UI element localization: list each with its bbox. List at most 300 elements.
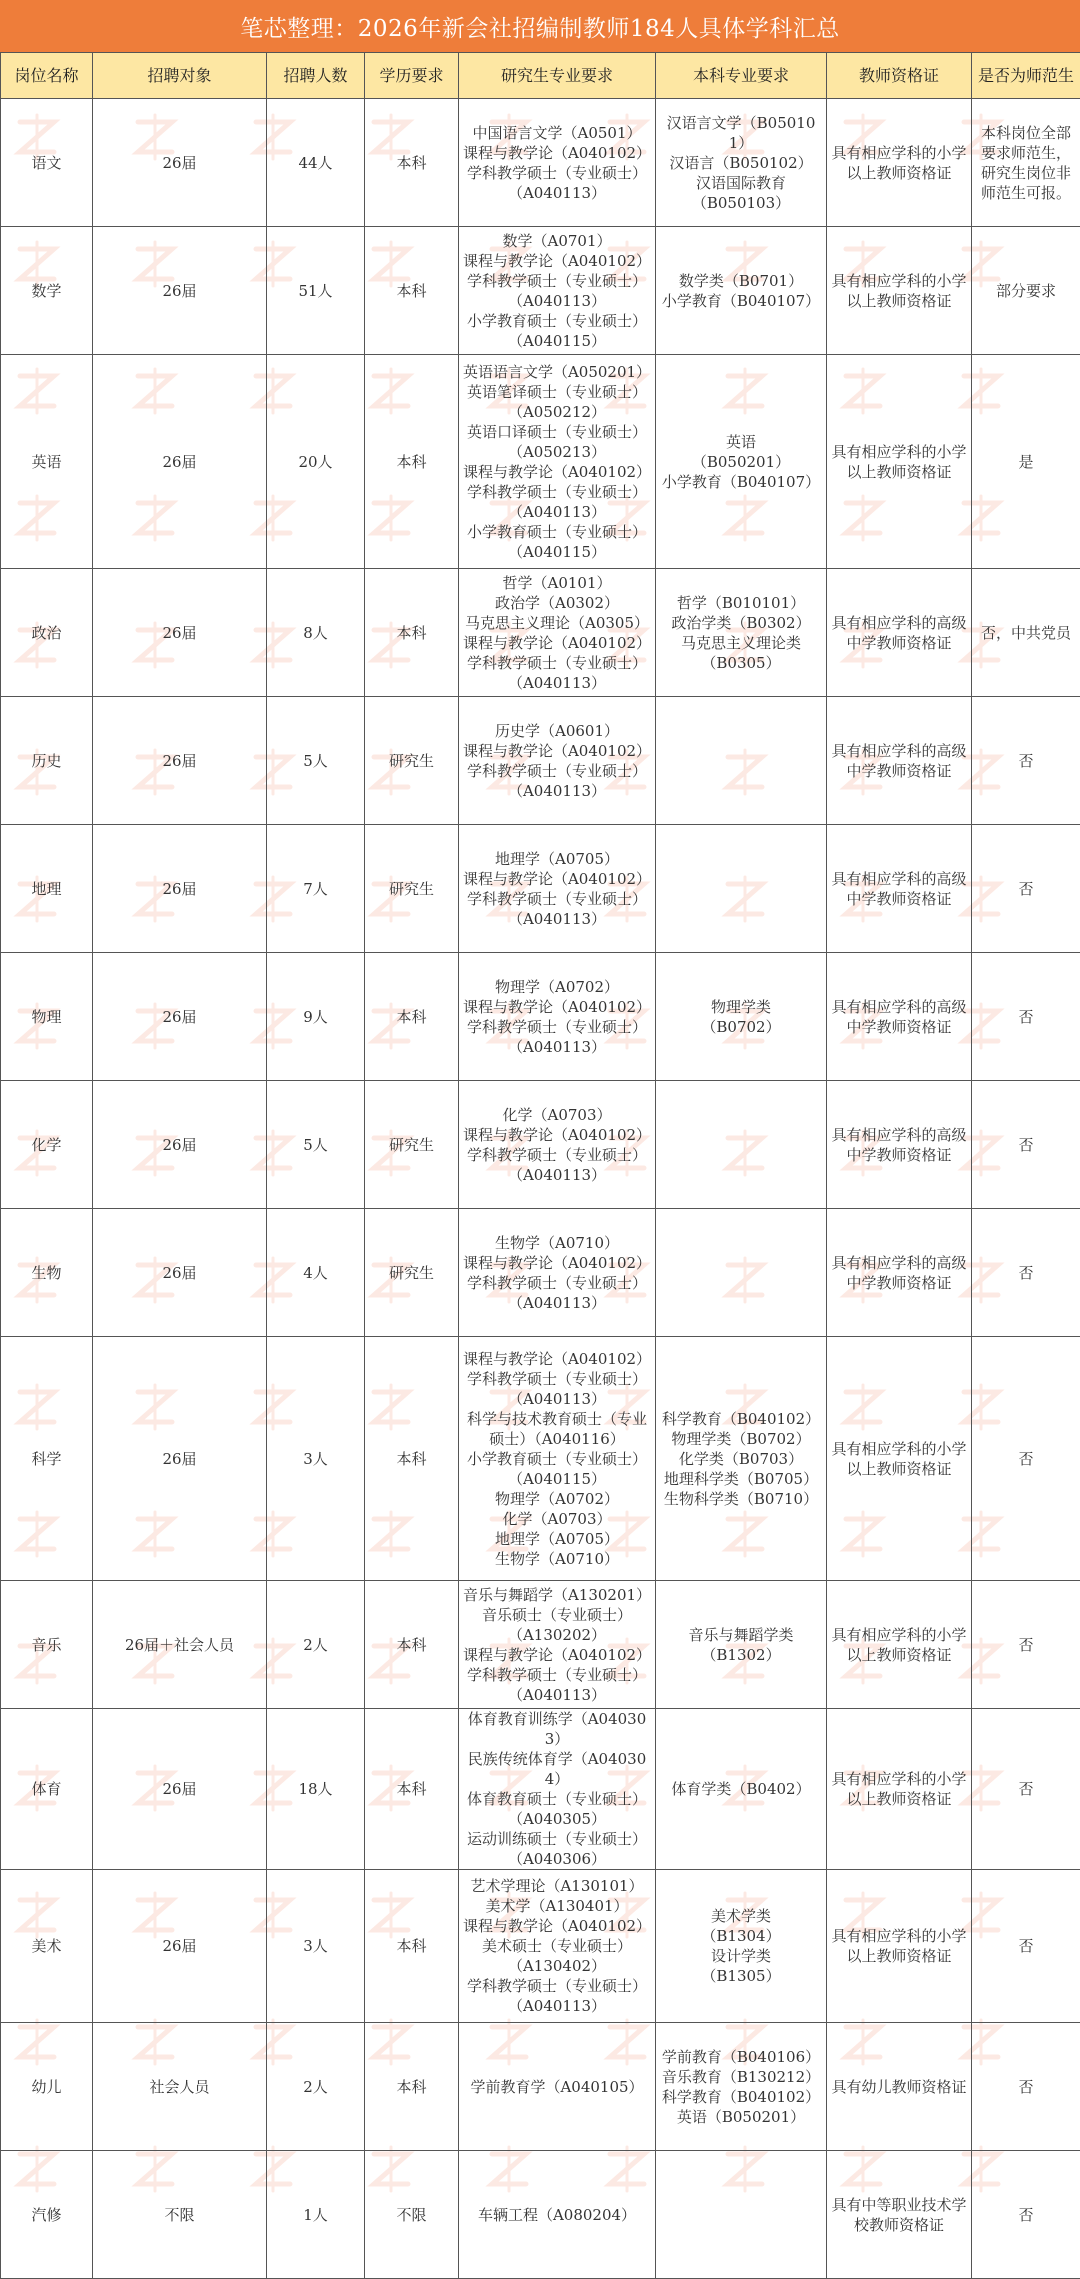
cell-line: 汉语国际教育	[659, 173, 823, 193]
cell-education: 研究生	[365, 1209, 459, 1337]
cell-line: 美术学（A130401）	[462, 1896, 652, 1916]
cell-line: 学科教学硕士（专业硕士）	[462, 1976, 652, 1996]
cell-line: 哲学（B010101）	[659, 593, 823, 613]
table-row	[1, 569, 1080, 697]
cell-line: 具有相应学科的高级	[830, 869, 968, 889]
cell-line: 科学教育（B040102）	[659, 2087, 823, 2107]
cell-grad-major	[459, 697, 656, 825]
cell-line: 马克思主义理论（A0305）	[462, 613, 652, 633]
table-row	[1, 697, 1080, 825]
cell-count: 7人	[267, 825, 365, 953]
cell-line: 具有相应学科的小学	[830, 1926, 968, 1946]
cell-line: 车辆工程（A080204）	[462, 2205, 652, 2225]
cell-line: 课程与教学论（A040102）	[462, 251, 652, 271]
cell-line: 学科教学硕士（专业硕士）	[462, 482, 652, 502]
cell-target: 26届	[93, 355, 267, 569]
cell-normal-student	[972, 1209, 1080, 1337]
cell-line: （A040113）	[462, 1996, 652, 2016]
cell-count: 1人	[267, 2151, 365, 2279]
header-undergrad-major: 本科专业要求	[656, 53, 827, 99]
cell-count: 4人	[267, 1209, 365, 1337]
header-education: 学历要求	[365, 53, 459, 99]
cell-target: 不限	[93, 2151, 267, 2279]
cell-line: 研究生岗位非	[975, 163, 1077, 183]
cell-line: 体育教育训练学（A040303）	[462, 1709, 652, 1749]
cell-line: 以上教师资格证	[830, 1789, 968, 1809]
cell-line: 艺术学理论（A130101）	[462, 1876, 652, 1896]
table-row	[1, 2023, 1080, 2151]
header-grad-major: 研究生专业要求	[459, 53, 656, 99]
cell-normal-student	[972, 99, 1080, 227]
cell-line: （B0702）	[659, 1017, 823, 1037]
cell-line: 数学类（B0701）	[659, 271, 823, 291]
cell-normal-student	[972, 1081, 1080, 1209]
cell-teacher-cert	[827, 355, 972, 569]
cell-line: 小学教育硕士（专业硕士）	[462, 1449, 652, 1469]
cell-line: 英语语言文学（A050201）	[462, 362, 652, 382]
cell-line: （A130402）	[462, 1956, 652, 1976]
cell-target: 26届	[93, 825, 267, 953]
cell-grad-major	[459, 825, 656, 953]
cell-line: 中国语言文学（A0501）	[462, 123, 652, 143]
cell-undergrad-major	[656, 2151, 827, 2279]
cell-line: （B0305）	[659, 653, 823, 673]
cell-normal-student	[972, 355, 1080, 569]
cell-line: （A040115）	[462, 1469, 652, 1489]
cell-line: （A040113）	[462, 1037, 652, 1057]
cell-teacher-cert	[827, 2151, 972, 2279]
cell-line: （A040113）	[462, 183, 652, 203]
cell-education: 本科	[365, 1581, 459, 1709]
cell-count: 2人	[267, 2023, 365, 2151]
cell-line: 否	[975, 1779, 1077, 1799]
table-row	[1, 227, 1080, 355]
cell-line: （A040305）	[462, 1809, 652, 1829]
header-target: 招聘对象	[93, 53, 267, 99]
cell-target: 26届	[93, 227, 267, 355]
cell-target: 26届	[93, 697, 267, 825]
cell-subject: 科学	[1, 1337, 93, 1581]
cell-target: 社会人员	[93, 2023, 267, 2151]
cell-teacher-cert	[827, 1209, 972, 1337]
cell-normal-student	[972, 2151, 1080, 2279]
cell-line: 课程与教学论（A040102）	[462, 869, 652, 889]
cell-target: 26届＋社会人员	[93, 1581, 267, 1709]
cell-line: 马克思主义理论类	[659, 633, 823, 653]
cell-normal-student	[972, 697, 1080, 825]
cell-line: 设计学类	[659, 1946, 823, 1966]
cell-line: （A040113）	[462, 673, 652, 693]
cell-line: （A050212）	[462, 402, 652, 422]
cell-line: 否	[975, 1449, 1077, 1469]
cell-line: 音乐与舞蹈学类	[659, 1625, 823, 1645]
cell-grad-major	[459, 2023, 656, 2151]
cell-line: 学科教学硕士（专业硕士）	[462, 1665, 652, 1685]
cell-line: （B1304）	[659, 1926, 823, 1946]
cell-teacher-cert	[827, 697, 972, 825]
cell-target: 26届	[93, 99, 267, 227]
cell-line: 课程与教学论（A040102）	[462, 633, 652, 653]
cell-line: 生物科学类（B0710）	[659, 1489, 823, 1509]
cell-line: 师范生可报。	[975, 183, 1077, 203]
header-count: 招聘人数	[267, 53, 365, 99]
cell-normal-student	[972, 1581, 1080, 1709]
cell-line: 具有相应学科的高级	[830, 613, 968, 633]
cell-subject: 历史	[1, 697, 93, 825]
cell-subject: 幼儿	[1, 2023, 93, 2151]
cell-normal-student	[972, 569, 1080, 697]
cell-count: 44人	[267, 99, 365, 227]
cell-line: 音乐硕士（专业硕士）	[462, 1605, 652, 1625]
cell-normal-student	[972, 1709, 1080, 1870]
cell-count: 51人	[267, 227, 365, 355]
cell-line: （A040113）	[462, 502, 652, 522]
cell-line: 否	[975, 879, 1077, 899]
cell-line: 化学（A0703）	[462, 1509, 652, 1529]
cell-teacher-cert	[827, 569, 972, 697]
cell-line: 小学教育硕士（专业硕士）	[462, 311, 652, 331]
cell-line: （A040113）	[462, 1685, 652, 1705]
cell-target: 26届	[93, 569, 267, 697]
cell-grad-major	[459, 569, 656, 697]
cell-education: 本科	[365, 1337, 459, 1581]
cell-line: 物理学类（B0702）	[659, 1429, 823, 1449]
cell-line: 汉语言（B050102）	[659, 153, 823, 173]
cell-line: 课程与教学论（A040102）	[462, 143, 652, 163]
cell-line: 政治学（A0302）	[462, 593, 652, 613]
cell-education: 本科	[365, 227, 459, 355]
cell-line: 科学与技术教育硕士（专业	[462, 1409, 652, 1429]
recruitment-table	[0, 52, 1080, 2279]
cell-line: 历史学（A0601）	[462, 721, 652, 741]
cell-grad-major	[459, 1709, 656, 1870]
cell-grad-major	[459, 2151, 656, 2279]
cell-line: （B1302）	[659, 1645, 823, 1665]
cell-normal-student	[972, 825, 1080, 953]
cell-line: 哲学（A0101）	[462, 573, 652, 593]
cell-line: 具有相应学科的高级	[830, 997, 968, 1017]
cell-line: 具有中等职业技术学	[830, 2195, 968, 2215]
header-teacher-cert: 教师资格证	[827, 53, 972, 99]
cell-teacher-cert	[827, 1581, 972, 1709]
cell-education: 本科	[365, 2023, 459, 2151]
cell-line: 中学教师资格证	[830, 1017, 968, 1037]
cell-line: 课程与教学论（A040102）	[462, 1645, 652, 1665]
cell-line: 民族传统体育学（A040304）	[462, 1749, 652, 1789]
cell-count: 9人	[267, 953, 365, 1081]
cell-line: 学科教学硕士（专业硕士）	[462, 1273, 652, 1293]
cell-count: 2人	[267, 1581, 365, 1709]
cell-count: 3人	[267, 1337, 365, 1581]
cell-education: 研究生	[365, 697, 459, 825]
cell-line: 化学（A0703）	[462, 1105, 652, 1125]
cell-line: （B1305）	[659, 1966, 823, 1986]
cell-line: （A040113）	[462, 909, 652, 929]
cell-education: 本科	[365, 1709, 459, 1870]
cell-line: 以上教师资格证	[830, 1946, 968, 1966]
cell-line: 美术硕士（专业硕士）	[462, 1936, 652, 1956]
cell-line: 汉语言文学（B050101）	[659, 113, 823, 153]
cell-line: 英语	[659, 432, 823, 452]
cell-line: 物理学（A0702）	[462, 977, 652, 997]
cell-line: 英语笔译硕士（专业硕士）	[462, 382, 652, 402]
cell-undergrad-major	[656, 99, 827, 227]
cell-grad-major	[459, 1337, 656, 1581]
cell-line: （A050213）	[462, 442, 652, 462]
cell-grad-major	[459, 1209, 656, 1337]
cell-teacher-cert	[827, 1081, 972, 1209]
cell-undergrad-major	[656, 2023, 827, 2151]
cell-line: 小学教育（B040107）	[659, 472, 823, 492]
cell-target: 26届	[93, 1337, 267, 1581]
table-row	[1, 1709, 1080, 1870]
cell-count: 8人	[267, 569, 365, 697]
cell-line: 物理学（A0702）	[462, 1489, 652, 1509]
table-row	[1, 1581, 1080, 1709]
cell-normal-student	[972, 953, 1080, 1081]
cell-line: 体育教育硕士（专业硕士）	[462, 1789, 652, 1809]
cell-teacher-cert	[827, 99, 972, 227]
cell-education: 本科	[365, 1870, 459, 2023]
header-subject: 岗位名称	[1, 53, 93, 99]
table-row	[1, 2151, 1080, 2279]
cell-line: 以上教师资格证	[830, 163, 968, 183]
cell-normal-student	[972, 1337, 1080, 1581]
cell-subject: 地理	[1, 825, 93, 953]
cell-subject: 汽修	[1, 2151, 93, 2279]
cell-line: 美术学类	[659, 1906, 823, 1926]
cell-normal-student	[972, 1870, 1080, 2023]
header-normal-student: 是否为师范生	[972, 53, 1080, 99]
cell-line: 中学教师资格证	[830, 633, 968, 653]
cell-subject: 物理	[1, 953, 93, 1081]
cell-subject: 英语	[1, 355, 93, 569]
cell-grad-major	[459, 1081, 656, 1209]
page-title: 笔芯整理：2026年新会社招编制教师184人具体学科汇总	[0, 0, 1080, 52]
cell-line: （A040113）	[462, 291, 652, 311]
cell-undergrad-major	[656, 1337, 827, 1581]
cell-line: 具有相应学科的高级	[830, 1125, 968, 1145]
table-row	[1, 825, 1080, 953]
cell-undergrad-major	[656, 569, 827, 697]
cell-teacher-cert	[827, 825, 972, 953]
cell-line: 校教师资格证	[830, 2215, 968, 2235]
cell-line: （B050201）	[659, 452, 823, 472]
cell-subject: 音乐	[1, 1581, 93, 1709]
cell-line: （B050103）	[659, 193, 823, 213]
cell-line: 中学教师资格证	[830, 889, 968, 909]
cell-line: 地理学（A0705）	[462, 1529, 652, 1549]
cell-line: 以上教师资格证	[830, 291, 968, 311]
cell-line: 部分要求	[975, 281, 1077, 301]
cell-grad-major	[459, 227, 656, 355]
cell-line: 具有相应学科的高级	[830, 741, 968, 761]
cell-count: 3人	[267, 1870, 365, 2023]
cell-teacher-cert	[827, 1870, 972, 2023]
cell-grad-major	[459, 355, 656, 569]
cell-line: 小学教育硕士（专业硕士）	[462, 522, 652, 542]
table-row	[1, 1337, 1080, 1581]
cell-undergrad-major	[656, 825, 827, 953]
cell-education: 本科	[365, 355, 459, 569]
table-row	[1, 1081, 1080, 1209]
cell-target: 26届	[93, 953, 267, 1081]
cell-subject: 数学	[1, 227, 93, 355]
cell-line: 课程与教学论（A040102）	[462, 462, 652, 482]
cell-target: 26届	[93, 1709, 267, 1870]
cell-line: 音乐教育（B130212）	[659, 2067, 823, 2087]
cell-line: 具有相应学科的小学	[830, 1439, 968, 1459]
cell-undergrad-major	[656, 1209, 827, 1337]
cell-line: 学前教育学（A040105）	[462, 2077, 652, 2097]
cell-teacher-cert	[827, 227, 972, 355]
cell-target: 26届	[93, 1870, 267, 2023]
cell-line: 本科岗位全部	[975, 123, 1077, 143]
cell-undergrad-major	[656, 1581, 827, 1709]
cell-line: 物理学类	[659, 997, 823, 1017]
cell-subject: 生物	[1, 1209, 93, 1337]
cell-line: 学前教育（B040106）	[659, 2047, 823, 2067]
cell-line: （A130202）	[462, 1625, 652, 1645]
cell-line: 课程与教学论（A040102）	[462, 741, 652, 761]
cell-education: 本科	[365, 953, 459, 1081]
table-row	[1, 355, 1080, 569]
cell-line: 课程与教学论（A040102）	[462, 1253, 652, 1273]
cell-subject: 政治	[1, 569, 93, 697]
cell-line: 要求师范生，	[975, 143, 1077, 163]
cell-line: 体育学类（B0402）	[659, 1779, 823, 1799]
cell-line: 否	[975, 1936, 1077, 1956]
cell-line: 具有相应学科的小学	[830, 1769, 968, 1789]
cell-line: 否	[975, 1007, 1077, 1027]
cell-teacher-cert	[827, 1337, 972, 1581]
cell-line: 学科教学硕士（专业硕士）	[462, 271, 652, 291]
cell-line: 学科教学硕士（专业硕士）	[462, 889, 652, 909]
cell-teacher-cert	[827, 1709, 972, 1870]
cell-line: 学科教学硕士（专业硕士）	[462, 653, 652, 673]
cell-education: 研究生	[365, 825, 459, 953]
cell-line: 地理学（A0705）	[462, 849, 652, 869]
cell-line: （A040113）	[462, 781, 652, 801]
table-header-row	[1, 53, 1080, 99]
cell-normal-student	[972, 2023, 1080, 2151]
cell-line: 音乐与舞蹈学（A130201）	[462, 1585, 652, 1605]
cell-line: 具有相应学科的小学	[830, 442, 968, 462]
cell-grad-major	[459, 99, 656, 227]
cell-count: 5人	[267, 697, 365, 825]
cell-line: 学科教学硕士（专业硕士）	[462, 1017, 652, 1037]
cell-line: （A040306）	[462, 1849, 652, 1869]
cell-line: （A040115）	[462, 542, 652, 562]
cell-teacher-cert	[827, 953, 972, 1081]
cell-line: 学科教学硕士（专业硕士）	[462, 761, 652, 781]
cell-line: 生物学（A0710）	[462, 1233, 652, 1253]
cell-line: 政治学类（B0302）	[659, 613, 823, 633]
cell-education: 研究生	[365, 1081, 459, 1209]
cell-line: 英语口译硕士（专业硕士）	[462, 422, 652, 442]
cell-line: 否，中共党员	[975, 623, 1077, 643]
cell-subject: 美术	[1, 1870, 93, 2023]
cell-target: 26届	[93, 1081, 267, 1209]
cell-line: 化学类（B0703）	[659, 1449, 823, 1469]
cell-education: 本科	[365, 569, 459, 697]
cell-line: 具有相应学科的小学	[830, 1625, 968, 1645]
cell-line: 课程与教学论（A040102）	[462, 1916, 652, 1936]
cell-education: 本科	[365, 99, 459, 227]
cell-line: 英语（B050201）	[659, 2107, 823, 2127]
cell-line: 否	[975, 1263, 1077, 1283]
cell-line: 否	[975, 2077, 1077, 2097]
table-row	[1, 953, 1080, 1081]
cell-education: 不限	[365, 2151, 459, 2279]
cell-line: 学科教学硕士（专业硕士）	[462, 163, 652, 183]
cell-line: 中学教师资格证	[830, 1273, 968, 1293]
cell-line: 硕士）（A040116）	[462, 1429, 652, 1449]
cell-line: 中学教师资格证	[830, 761, 968, 781]
cell-teacher-cert	[827, 2023, 972, 2151]
cell-count: 5人	[267, 1081, 365, 1209]
table-row	[1, 1209, 1080, 1337]
cell-line: 课程与教学论（A040102）	[462, 997, 652, 1017]
cell-line: （A040113）	[462, 1389, 652, 1409]
cell-grad-major	[459, 953, 656, 1081]
cell-target: 26届	[93, 1209, 267, 1337]
table-row	[1, 99, 1080, 227]
cell-undergrad-major	[656, 227, 827, 355]
cell-line: 具有幼儿教师资格证	[830, 2077, 968, 2097]
cell-grad-major	[459, 1870, 656, 2023]
cell-line: 否	[975, 1635, 1077, 1655]
cell-line: 小学教育（B040107）	[659, 291, 823, 311]
cell-line: 否	[975, 2205, 1077, 2225]
cell-count: 20人	[267, 355, 365, 569]
cell-line: 生物学（A0710）	[462, 1549, 652, 1569]
cell-line: 以上教师资格证	[830, 1645, 968, 1665]
cell-undergrad-major	[656, 1081, 827, 1209]
cell-line: 具有相应学科的小学	[830, 143, 968, 163]
cell-line: 科学教育（B040102）	[659, 1409, 823, 1429]
cell-line: （A040113）	[462, 1293, 652, 1313]
cell-undergrad-major	[656, 355, 827, 569]
cell-count: 18人	[267, 1709, 365, 1870]
cell-line: 课程与教学论（A040102）	[462, 1349, 652, 1369]
cell-line: 否	[975, 751, 1077, 771]
cell-line: 运动训练硕士（专业硕士）	[462, 1829, 652, 1849]
cell-undergrad-major	[656, 1709, 827, 1870]
cell-line: 数学（A0701）	[462, 231, 652, 251]
cell-line: 中学教师资格证	[830, 1145, 968, 1165]
cell-line: 以上教师资格证	[830, 1459, 968, 1479]
cell-undergrad-major	[656, 1870, 827, 2023]
cell-line: （A040113）	[462, 1165, 652, 1185]
cell-line: 地理科学类（B0705）	[659, 1469, 823, 1489]
cell-undergrad-major	[656, 953, 827, 1081]
table-row	[1, 1870, 1080, 2023]
cell-subject: 化学	[1, 1081, 93, 1209]
cell-line: 具有相应学科的小学	[830, 271, 968, 291]
cell-subject: 语文	[1, 99, 93, 227]
cell-grad-major	[459, 1581, 656, 1709]
cell-undergrad-major	[656, 697, 827, 825]
cell-normal-student	[972, 227, 1080, 355]
cell-line: 课程与教学论（A040102）	[462, 1125, 652, 1145]
cell-line: （A040115）	[462, 331, 652, 351]
cell-line: 否	[975, 1135, 1077, 1155]
cell-line: 学科教学硕士（专业硕士）	[462, 1145, 652, 1165]
cell-line: 以上教师资格证	[830, 462, 968, 482]
cell-line: 是	[975, 452, 1077, 472]
cell-subject: 体育	[1, 1709, 93, 1870]
